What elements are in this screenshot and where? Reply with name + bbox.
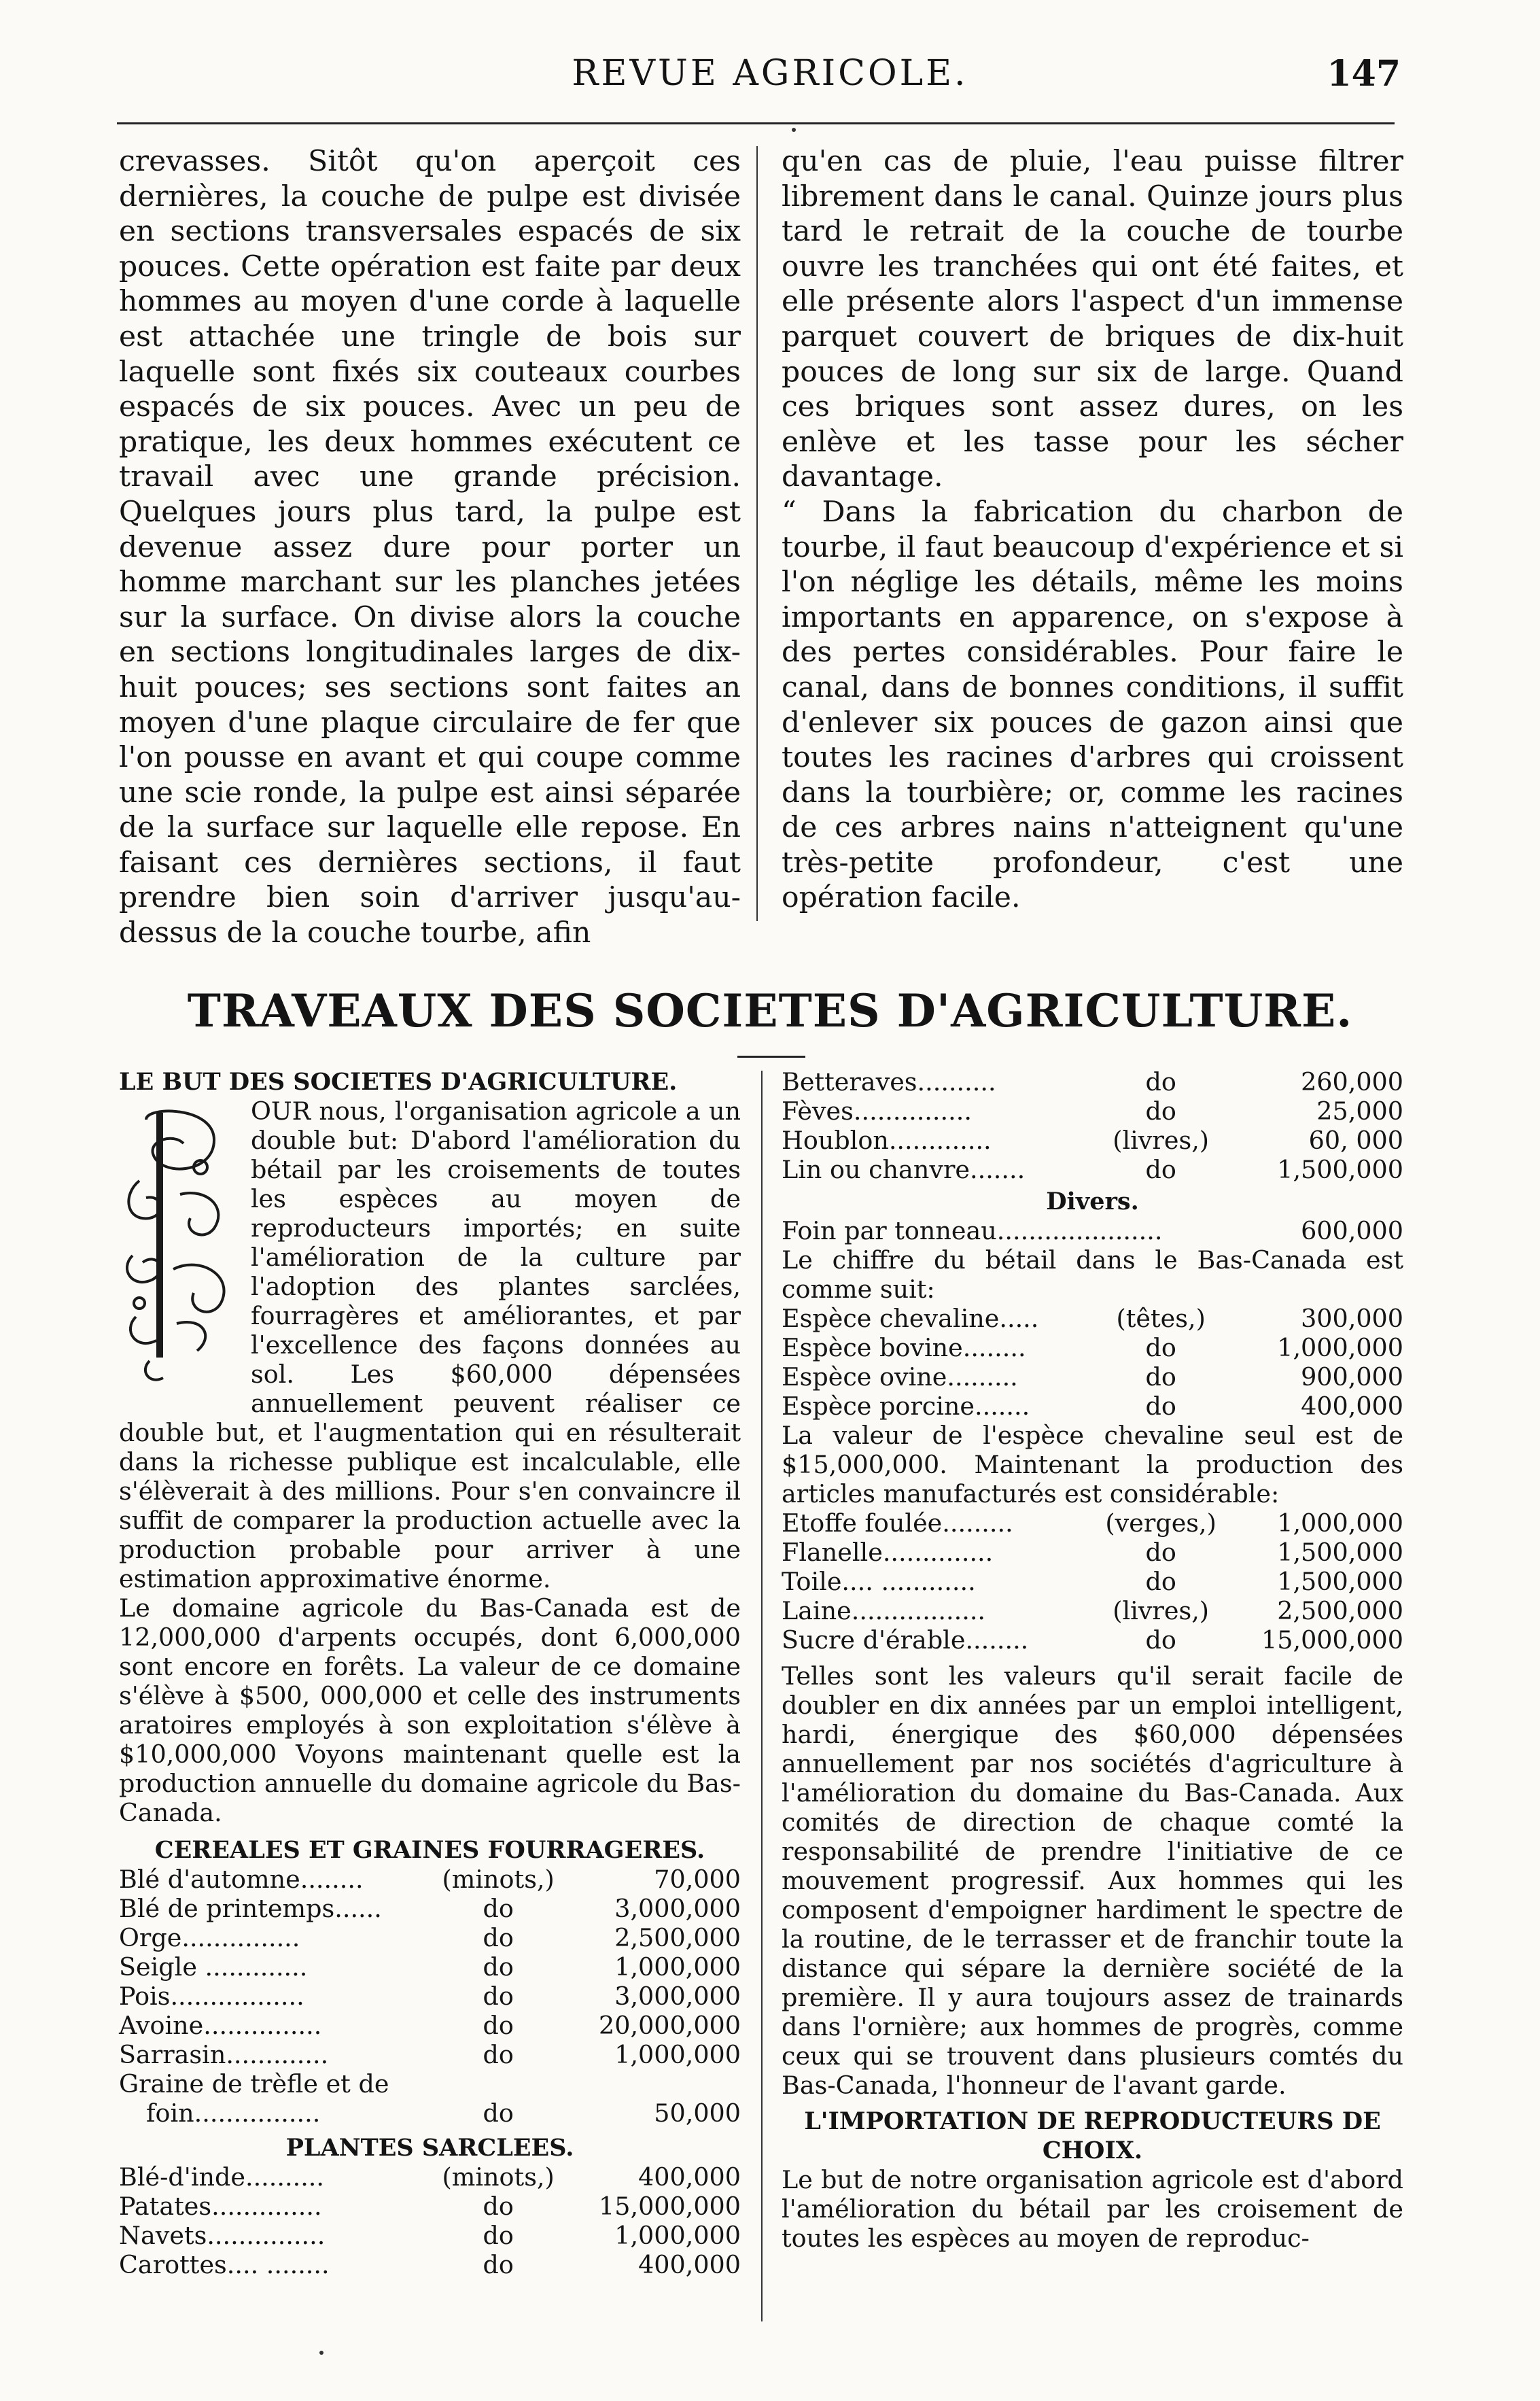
row-unit: do [1145, 1625, 1176, 1655]
bottom-left-column [119, 1067, 741, 2279]
row-name: Carottes.... ........ [119, 2250, 330, 2279]
row-unit: do [483, 2250, 514, 2279]
row-name: Blé d'automne........ [119, 1865, 364, 1894]
row-unit: (minots,) [442, 1865, 555, 1894]
row-unit: do [1145, 1567, 1176, 1596]
article-heading [782, 2107, 1403, 2165]
row-name: Blé-d'inde.......... [119, 2162, 324, 2192]
table-row [119, 2098, 741, 2128]
table-row [119, 2192, 741, 2221]
row-value: 900,000 [1301, 1362, 1403, 1392]
foin-table [782, 1216, 1403, 1245]
row-value: 25,000 [1316, 1096, 1403, 1126]
crops-table [782, 1067, 1403, 1184]
row-name: Patates.............. [119, 2192, 322, 2221]
table-row [119, 1952, 741, 1982]
cereales-table [119, 1865, 741, 2069]
row-value: 3,000,000 [614, 1894, 741, 1923]
row-name: foin................ [146, 2098, 321, 2128]
row-value: 1,500,000 [1277, 1538, 1403, 1567]
paragraph: Le chiffre du bétail dans le Bas-Canada est comme suit: [782, 1245, 1403, 1304]
row-value: 400,000 [638, 2250, 741, 2279]
row-name: Flanelle.............. [782, 1538, 994, 1567]
table-heading-divers: Divers. [1046, 1188, 1139, 1215]
manufactures-table [782, 1508, 1403, 1655]
row-name: Navets............... [119, 2221, 326, 2250]
table-row [782, 1067, 1403, 1096]
row-value: 1,500,000 [1277, 1155, 1403, 1184]
row-value: 1,000,000 [1277, 1508, 1403, 1538]
table-row [782, 1216, 1403, 1245]
table-row [782, 1126, 1403, 1155]
header-rule [117, 122, 1395, 124]
table-row [119, 1982, 741, 2011]
row-value: 1,500,000 [1277, 1567, 1403, 1596]
paragraph: Le but de notre organisation agricole est d'abord l'amélioration du bétail par les croisement de toutes les espèces au moyen de reproduc- [782, 2165, 1403, 2253]
row-value: 300,000 [1301, 1304, 1403, 1333]
row-name: Orge............... [119, 1923, 300, 1952]
table-row [119, 2011, 741, 2040]
row-value: 400,000 [1301, 1392, 1403, 1421]
row-name: Blé de printemps...... [119, 1894, 382, 1923]
row-unit: do [1145, 1155, 1176, 1184]
row-name: Sarrasin............. [119, 2040, 329, 2069]
row-name: Houblon............. [782, 1126, 992, 1155]
table-row [782, 1392, 1403, 1421]
row-value: 1,000,000 [1277, 1333, 1403, 1362]
column-divider [756, 146, 758, 921]
table-heading-plantes: PLANTES SARCLEES. [285, 2134, 574, 2162]
row-unit: do [483, 1982, 514, 2011]
table-row [782, 1538, 1403, 1567]
top-right-column [782, 144, 1403, 916]
paragraph: Telles sont les valeurs qu'il serait facile de doubler en dix années par un emploi intelligent, hardi, énergique des $60,000 dépensées annuellement par nos sociétés d'agriculture à l'amélioration du domaine du Bas-Canada. Aux comités de direction de chaque comté la responsabilité de prendre l'initiative de ce mouvement progressif. Aux hommes qui les composent d'empoigner hardiment le spectre de la routine, de le terrasser et de franchir toute la distance qui sépare la dernière société de la première. Il y aura toujours assez de trainards dans l'ornière; aux hommes de progrès, comme ceux qui se trouvent dans plusieurs comtés du Bas-Canada, l'honneur de l'avant garde. [782, 1661, 1403, 2100]
row-unit: do [483, 2098, 514, 2128]
running-header-title: REVUE AGRICOLE. [572, 53, 968, 94]
row-value: 1,000,000 [614, 2040, 741, 2069]
paragraph: OUR nous, l'organisation agricole a un double but: D'abord l'amélioration du bétail par les croisements de toutes les espèces au moyen de reproducteurs importés; en suite l'amélioration de la culture par l'adoption des plantes sarclées, fourragères et améliorantes, et par l'excellence des façons données au sol. Les $60,000 dépensées annuellement peuvent réaliser ce double but, et l'augmentation qui en résulterait dans la richesse publique est incalculable, elle s'élèverait à des millions. Pour s'en convaincre il suffit de comparer la production actuelle avec la production probable pour arriver à une estimation approximative énorme. [119, 1096, 741, 1593]
table-row [782, 1567, 1403, 1596]
row-value: 1,000,000 [614, 2221, 741, 2250]
table-row [782, 1625, 1403, 1655]
paragraph: La valeur de l'espèce chevaline seul est de $15,000,000. Maintenant la production des articles manufacturés est considérable: [782, 1421, 1403, 1508]
table-row-label: Graine de trèfle et de [119, 2069, 389, 2098]
row-value: 15,000,000 [599, 2192, 741, 2221]
row-name: Pois................. [119, 1982, 304, 2011]
row-name: Foin par tonneau..................... [782, 1216, 1163, 1245]
paragraph: crevasses. Sitôt qu'on aperçoit ces dernières, la couche de pulpe est divisée en sections transversales espacés de six pouces. Cette opération est faite par deux hommes au moyen d'une corde à laquelle est attachée une tringle de bois sur laquelle sont fixés six couteaux courbes espacés de six pouces. Avec un peu de pratique, les deux hommes exécutent ce travail avec une grande précision. Quelques jours plus tard, la pulpe est devenue assez dure pour porter un homme marchant sur les planches jetées sur la surface. On divise alors la couche en sections longitudinales larges de dix-huit pouces; ses sections sont faites an moyen d'une plaque circulaire de fer que l'on pousse en avant et qui coupe comme une scie ronde, la pulpe est ainsi séparée de la surface sur laquelle elle repose. En faisant ces dernières sections, il faut prendre bien soin d'arriver jusqu'au-dessus de la couche tourbe, afin [119, 145, 741, 950]
top-left-column [119, 144, 741, 951]
row-name: Avoine............... [119, 2011, 322, 2040]
page-number: 147 [1327, 53, 1401, 94]
row-name: Toile.... ............ [782, 1567, 976, 1596]
row-name: Fèves............... [782, 1096, 972, 1126]
row-unit: (minots,) [442, 2162, 555, 2192]
row-value: 20,000,000 [599, 2011, 741, 2040]
table-row [782, 1304, 1403, 1333]
article-heading: LE BUT DES SOCIETES D'AGRICULTURE. [119, 1068, 678, 1096]
table-row [119, 2040, 741, 2069]
plantes-table [119, 2162, 741, 2279]
article-heading-line: CHOIX. [1042, 2137, 1143, 2164]
row-value: 70,000 [654, 1865, 741, 1894]
row-unit: do [1145, 1362, 1176, 1392]
row-unit: (têtes,) [1116, 1304, 1206, 1333]
table-row [782, 1596, 1403, 1625]
row-name: Laine................. [782, 1596, 986, 1625]
row-value: 3,000,000 [614, 1982, 741, 2011]
row-unit: do [1145, 1333, 1176, 1362]
row-unit: (verges,) [1105, 1508, 1217, 1538]
table-row [119, 1923, 741, 1952]
row-name: Etoffe foulée......... [782, 1508, 1013, 1538]
table-row [782, 1155, 1403, 1184]
column-divider [761, 1071, 763, 2321]
row-name: Betteraves.......... [782, 1067, 996, 1096]
row-unit: do [1145, 1096, 1176, 1126]
row-name: Sucre d'érable........ [782, 1625, 1029, 1655]
row-unit: do [483, 1923, 514, 1952]
row-unit: do [1145, 1392, 1176, 1421]
row-unit: do [483, 2221, 514, 2250]
row-value: 15,000,000 [1261, 1625, 1403, 1655]
print-speck [792, 128, 796, 132]
row-unit: do [483, 2192, 514, 2221]
table-row [119, 1894, 741, 1923]
row-name: Espèce ovine......... [782, 1362, 1018, 1392]
article-heading-line: L'IMPORTATION DE REPRODUCTEURS DE [804, 2107, 1381, 2135]
row-name: Seigle ............. [119, 1952, 308, 1982]
row-value: 50,000 [654, 2098, 741, 2128]
row-unit: do [1145, 1067, 1176, 1096]
table-row [119, 2162, 741, 2192]
row-value: 2,500,000 [614, 1923, 741, 1952]
row-unit: do [483, 1894, 514, 1923]
table-heading-cereales: CEREALES ET GRAINES FOURRAGERES. [154, 1836, 705, 1864]
row-value: 600,000 [1301, 1216, 1403, 1245]
paragraph: Le domaine agricole du Bas-Canada est de 12,000,000 d'arpents occupés, dont 6,000,000 sont encore en forêts. La valeur de ce domaine s'élève à $500, 000,000 et celle des instruments aratoires employés à son exploitation s'élève à $10,000,000 Voyons maintenant quelle est la production annuelle du domaine agricole du Bas-Canada. [119, 1593, 741, 1827]
row-name: Lin ou chanvre....... [782, 1155, 1026, 1184]
graine-table [119, 2098, 741, 2128]
table-row [782, 1362, 1403, 1392]
table-row [119, 2250, 741, 2279]
row-name: Espèce chevaline..... [782, 1304, 1039, 1333]
ornamental-drop-cap-p-icon [119, 1099, 241, 1392]
table-row [782, 1096, 1403, 1126]
print-speck [319, 2351, 323, 2355]
row-unit: do [483, 2011, 514, 2040]
row-value: 2,500,000 [1277, 1596, 1403, 1625]
betail-table [782, 1304, 1403, 1421]
row-unit: (livres,) [1113, 1596, 1210, 1625]
row-value: 60, 000 [1308, 1126, 1403, 1155]
table-row [782, 1508, 1403, 1538]
table-row [782, 1333, 1403, 1362]
bottom-right-column [782, 1067, 1403, 2253]
section-title: TRAVEAUX DES SOCIETES D'AGRICULTURE. [187, 984, 1353, 1037]
row-value: 260,000 [1301, 1067, 1403, 1096]
row-unit: do [483, 1952, 514, 1982]
paragraph: qu'en cas de pluie, l'eau puisse filtrer librement dans le canal. Quinze jours plus tard le retrait de la couche de tourbe ouvre les tranchées qui ont été faites, et elle présente alors l'aspect d'un immense parquet couvert de briques de dix-huit pouces de long sur six de large. Quand ces briques sont assez dures, on les enlève et les tasse pour les sécher davantage. [782, 145, 1403, 494]
row-value: 400,000 [638, 2162, 741, 2192]
row-unit: do [483, 2040, 514, 2069]
row-unit: (livres,) [1113, 1126, 1210, 1155]
title-rule [737, 1056, 805, 1058]
row-unit: do [1145, 1538, 1176, 1567]
paragraph: “ Dans la fabrication du charbon de tourbe, il faut beaucoup d'expérience et si l'on néglige les détails, même les moins importants en apparence, on s'expose à des pertes considérables. Pour faire le canal, dans de bonnes conditions, il suffit d'enlever six pouces de gazon ainsi que toutes les racines d'arbres qui croissent dans la tourbière; or, comme les racines de ces arbres nains n'atteignent qu'une très-petite profondeur, c'est une opération facile. [782, 495, 1403, 915]
row-name: Espèce porcine....... [782, 1392, 1030, 1421]
table-row [119, 1865, 741, 1894]
table-row [119, 2221, 741, 2250]
row-name: Espèce bovine........ [782, 1333, 1026, 1362]
row-value: 1,000,000 [614, 1952, 741, 1982]
